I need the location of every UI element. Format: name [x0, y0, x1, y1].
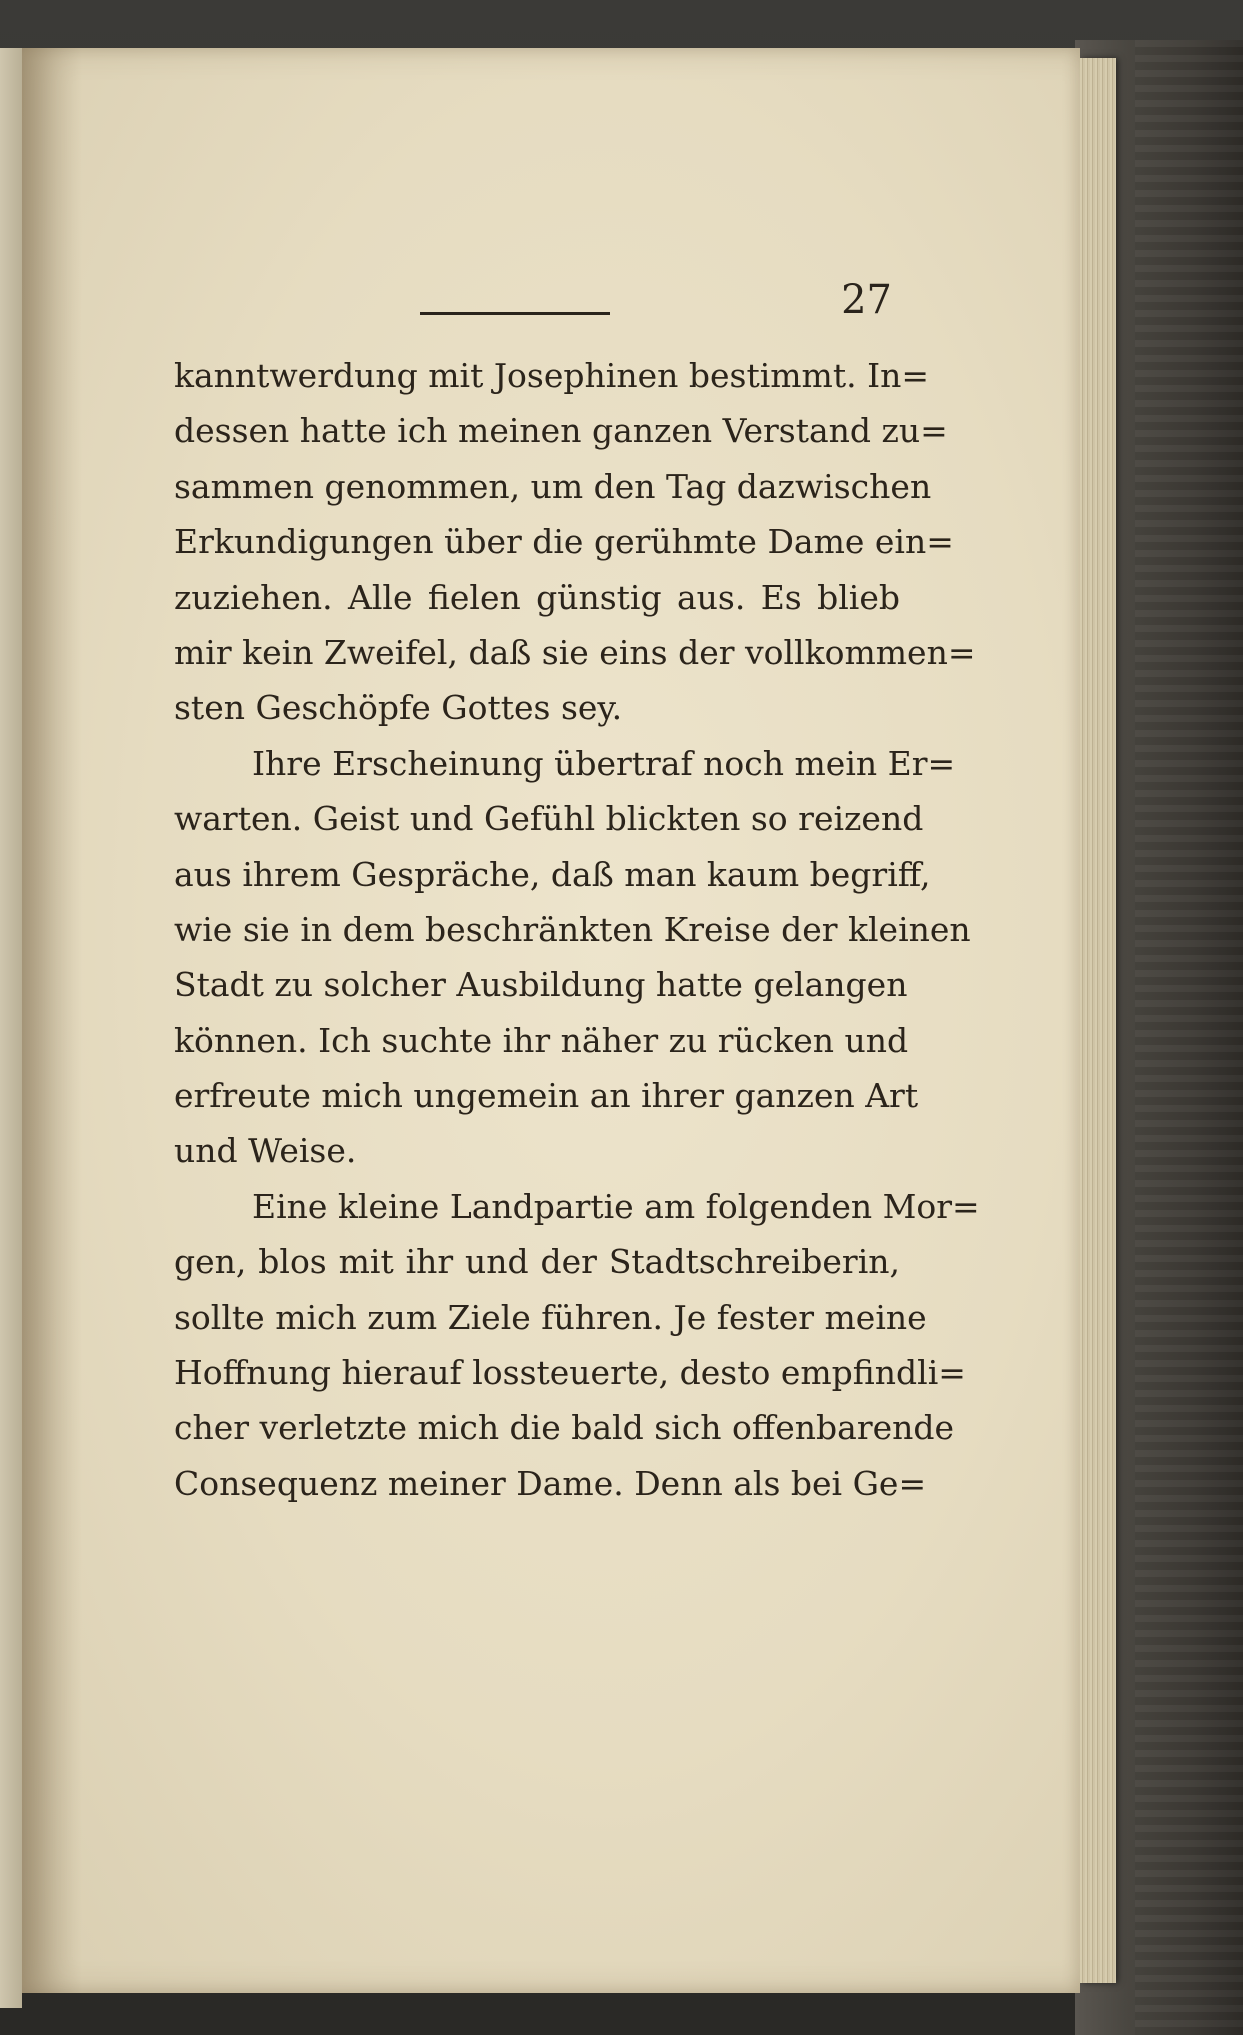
text-line: erfreute mich ungemein an ihrer ganzen Art: [174, 1076, 919, 1116]
book-page: [22, 48, 1080, 1993]
text-line: Eine kleine Landpartie am folgenden Mor=: [252, 1186, 980, 1226]
text-line: sten Geschöpfe Gottes sey.: [174, 688, 623, 728]
text-line: sammen genommen, um den Tag dazwischen: [174, 466, 932, 506]
text-line: mir kein Zweifel, daß sie eins der vollkommen=: [174, 632, 976, 672]
text-line: können. Ich suchte ihr näher zu rücken und: [174, 1020, 909, 1060]
text-line: gen, blos mit ihr und der Stadtschreiberin,: [174, 1242, 900, 1282]
text-line: kanntwerdung mit Josephinen bestimmt. In=: [174, 356, 930, 395]
text-line: Hoffnung hierauf lossteuerte, desto empfindli=: [174, 1353, 966, 1393]
text-line: Ihre Erscheinung übertraf noch mein Er=: [252, 743, 956, 783]
text-line: Erkundigungen über die gerühmte Dame ein=: [174, 522, 954, 562]
text-line: cher verletzte mich die bald sich offenbarende: [174, 1408, 955, 1448]
text-line: und Weise.: [174, 1131, 357, 1171]
text-line: sollte mich zum Ziele führen. Je fester meine: [174, 1297, 927, 1337]
text-line: zuziehen. Alle fielen günstig aus. Es blieb: [174, 577, 900, 617]
page-stack-edge: [1080, 58, 1116, 1983]
text-line: Stadt zu solcher Ausbildung hatte gelangen: [174, 965, 908, 1005]
text-line: Consequenz meiner Dame. Denn als bei Ge=: [174, 1463, 927, 1503]
text-line: aus ihrem Gespräche, daß man kaum begriff,: [174, 854, 931, 894]
facing-page-edge: [0, 48, 22, 2008]
text-line: dessen hatte ich meinen ganzen Verstand zu=: [174, 411, 948, 451]
header-rule: [420, 312, 610, 315]
text-line: wie sie in dem beschränkten Kreise der kleinen: [174, 909, 971, 949]
text-line: warten. Geist und Gefühl blickten so reizend: [174, 799, 924, 839]
body-text: [174, 348, 980, 1511]
page-number: 27: [841, 277, 892, 323]
